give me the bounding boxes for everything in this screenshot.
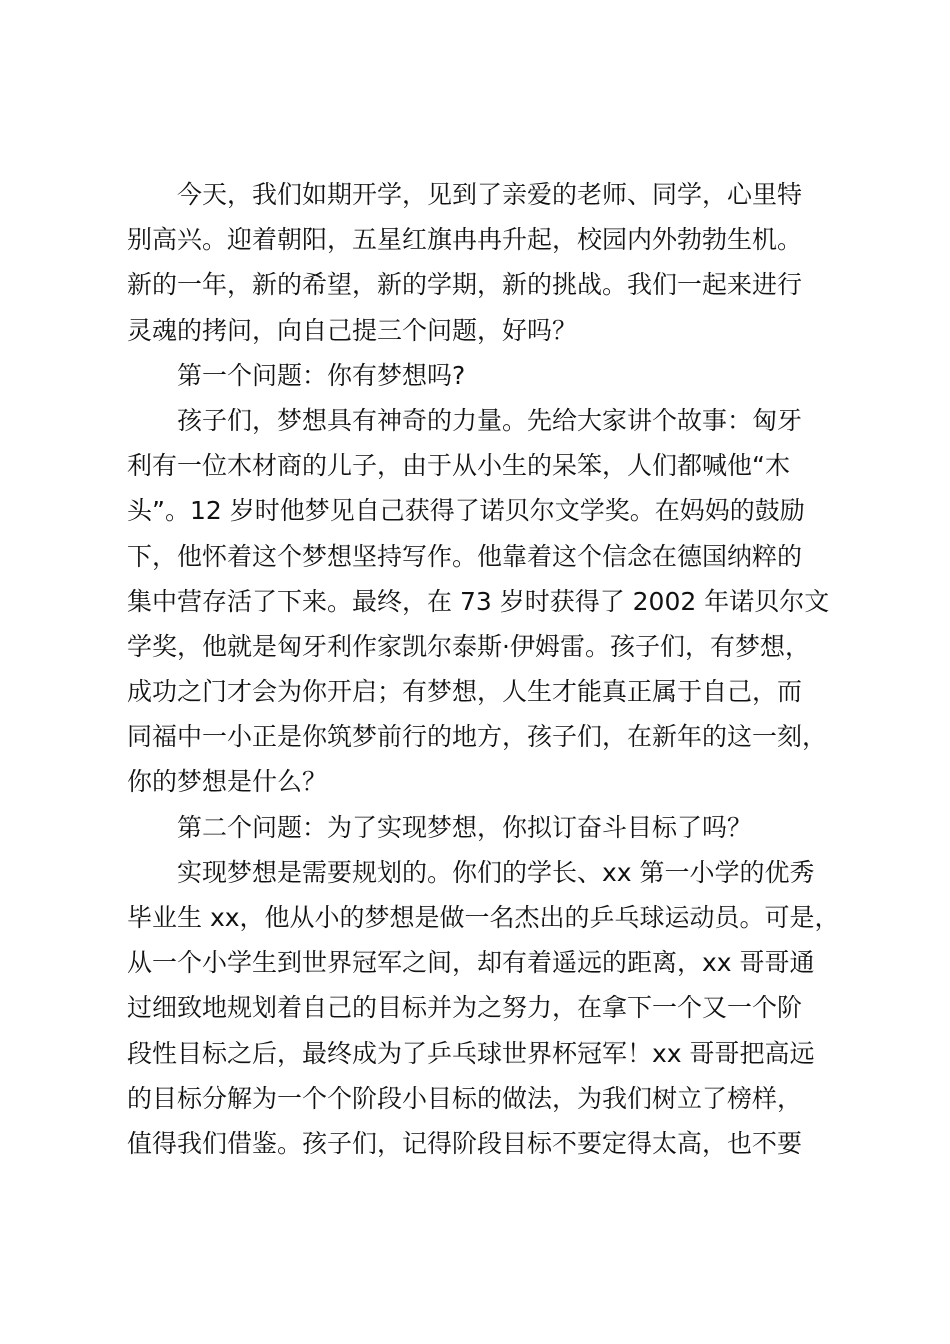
text-line: 学奖，他就是匈牙利作家凯尔泰斯·伊姆雷。孩子们，有梦想， xyxy=(127,631,810,661)
question-heading-1 xyxy=(127,353,835,398)
text-line: 同福中一小正是你筑梦前行的地方，孩子们，在新年的这一刻， xyxy=(127,722,828,752)
text-line: 利有一位木材商的儿子，由于从小生的呆笨，人们都喊他“木 xyxy=(127,451,790,481)
paragraph-opening xyxy=(127,172,835,353)
text-line: 第一个问题：你有梦想吗? xyxy=(177,360,466,390)
text-line: 第二个问题：为了实现梦想，你拟订奋斗目标了吗？ xyxy=(177,812,753,842)
text-line: 成功之门才会为你开启；有梦想，人生才能真正属于自己，而 xyxy=(127,677,803,707)
question-heading-2 xyxy=(127,805,835,850)
text-line: 头”。12 岁时他梦见自己获得了诺贝尔文学奖。在妈妈的鼓励 xyxy=(127,496,805,526)
text-line: 别高兴。迎着朝阳，五星红旗冉冉升起，校园内外勃勃生机。 xyxy=(127,225,803,255)
text-line: 新的一年，新的希望，新的学期，新的挑战。我们一起来进行 xyxy=(127,270,803,300)
text-line: 你的梦想是什么？ xyxy=(127,767,328,797)
text-line: 实现梦想是需要规划的。你们的学长、xx 第一小学的优秀 xyxy=(177,857,815,887)
text-line: 今天，我们如期开学，见到了亲爱的老师、同学，心里特 xyxy=(177,180,803,209)
paragraph-goal-planning xyxy=(127,850,840,1166)
text-line: 孩子们，梦想具有神奇的力量。先给大家讲个故事：匈牙 xyxy=(177,405,803,435)
text-line: 下，他怀着这个梦想坚持写作。他靠着这个信念在德国纳粹的 xyxy=(127,541,803,571)
text-line: 毕业生 xx，他从小的梦想是做一名杰出的乒乓球运动员。可是， xyxy=(127,903,840,932)
text-line: 段性目标之后，最终成为了乒乓球世界杯冠军！xx 哥哥把高远 xyxy=(127,1038,815,1068)
text-line: 值得我们借鉴。孩子们，记得阶段目标不要定得太高，也不要 xyxy=(127,1128,803,1158)
text-line: 集中营存活了下来。最终，在 73 岁时获得了 2002 年诺贝尔文 xyxy=(127,586,830,616)
text-line: 过细致地规划着自己的目标并为之努力，在拿下一个又一个阶 xyxy=(127,993,803,1023)
text-line: 从一个小学生到世界冠军之间，却有着遥远的距离，xx 哥哥通 xyxy=(127,948,815,978)
paragraph-dream-story xyxy=(127,398,835,805)
text-line: 的目标分解为一个个阶段小目标的做法，为我们树立了榜样， xyxy=(127,1083,803,1113)
document-body xyxy=(127,172,840,1166)
text-line: 灵魂的拷问，向自己提三个问题，好吗？ xyxy=(127,315,578,345)
